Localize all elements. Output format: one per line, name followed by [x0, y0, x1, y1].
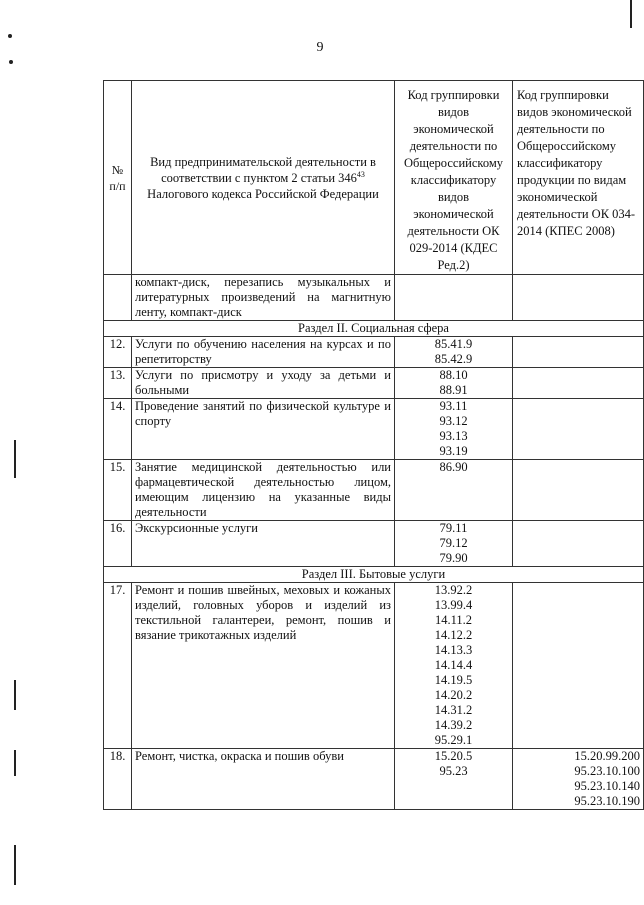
row-kdes-codes	[395, 521, 513, 567]
activity-code-table	[103, 80, 644, 810]
kdes-code: 93.12	[439, 414, 468, 428]
scan-mark-left-2	[14, 680, 16, 710]
scan-dot-top	[8, 34, 12, 38]
kdes-code: 14.12.2	[434, 628, 473, 642]
kdes-code: 93.13	[439, 429, 468, 443]
continuation-kpes	[513, 275, 644, 321]
table-row	[104, 399, 644, 460]
header-activity-text: Вид предпринимательской деятельности в соответствии с пунктом 2 статьи 346	[150, 154, 376, 185]
kdes-code: 88.10	[439, 368, 468, 382]
section-2-row	[104, 321, 644, 337]
row-number: 14.	[104, 399, 132, 460]
row-activity: Услуги по присмотру и уходу за детьми и больными	[132, 368, 395, 399]
row-activity: Экскурсионные услуги	[132, 521, 395, 567]
table-wrapper	[103, 80, 640, 816]
kdes-code: 88.91	[439, 383, 468, 397]
row-activity: Проведение занятий по физической культуре и спорту	[132, 399, 395, 460]
row-kpes-codes	[513, 460, 644, 521]
kdes-code: 95.29.1	[434, 733, 473, 747]
kdes-code: 79.90	[439, 551, 468, 565]
table-row	[104, 583, 644, 749]
kdes-code: 14.39.2	[434, 718, 473, 732]
header-activity-tail: Налогового кодекса Российской Федерации	[147, 186, 379, 201]
scan-mark-right-1	[630, 0, 632, 28]
row-kpes-codes	[513, 521, 644, 567]
kdes-code: 14.13.3	[434, 643, 473, 657]
kdes-code: 85.41.9	[434, 337, 473, 351]
row-kdes-codes	[395, 399, 513, 460]
kpes-code: 95.23.10.190	[574, 794, 640, 808]
row-kpes-codes	[513, 337, 644, 368]
scan-mark-left-3	[14, 750, 16, 776]
row-number: 15.	[104, 460, 132, 521]
section-3-row	[104, 567, 644, 583]
header-activity	[132, 81, 395, 275]
kdes-code: 14.19.5	[434, 673, 473, 687]
header-num: № п/п	[104, 81, 132, 275]
kdes-code: 14.31.2	[434, 703, 473, 717]
kpes-code: 15.20.99.200	[574, 749, 640, 763]
kdes-code: 93.11	[439, 399, 468, 413]
kdes-code: 13.92.2	[434, 583, 473, 597]
row-activity: Ремонт и пошив швейных, меховых и кожаных изделий, головных уборов и изделий из текстильной галантереи, ремонт, пошив и вязание трикотажных изделий	[132, 583, 395, 749]
row-activity: Ремонт, чистка, окраска и пошив обуви	[132, 749, 395, 810]
kdes-code: 93.19	[439, 444, 468, 458]
section-2-title: Раздел II. Социальная сфера	[104, 321, 644, 337]
row-number: 13.	[104, 368, 132, 399]
scan-mark-left-1	[14, 440, 16, 478]
table-row	[104, 460, 644, 521]
row-activity: Занятие медицинской деятельностью или фармацевтической деятельностью лицом, имеющим лицензию на указанные виды деятельности	[132, 460, 395, 521]
row-number: 18.	[104, 749, 132, 810]
header-activity-footnote: 43	[356, 169, 365, 179]
row-number: 12.	[104, 337, 132, 368]
row-kpes-codes	[513, 749, 644, 810]
row-kdes-codes	[395, 749, 513, 810]
continuation-num	[104, 275, 132, 321]
scan-dot-second	[9, 60, 13, 64]
row-kdes-codes	[395, 368, 513, 399]
kdes-code: 15.20.5	[434, 749, 473, 763]
continuation-kdes	[395, 275, 513, 321]
header-kdes: Код группировки видов экономической деятельности по Общероссийскому классификатору видов экономической деятельности ОК 029-2014 (КДЕС Ред.2)	[395, 81, 513, 275]
row-kpes-codes	[513, 399, 644, 460]
row-kdes-codes	[395, 337, 513, 368]
kdes-code: 79.12	[439, 536, 468, 550]
kdes-code: 95.23	[439, 764, 468, 778]
table-row	[104, 337, 644, 368]
page-number: 9	[316, 40, 324, 55]
row-kpes-codes	[513, 583, 644, 749]
section-3-title: Раздел III. Бытовые услуги	[104, 567, 644, 583]
kpes-code: 95.23.10.100	[574, 764, 640, 778]
row-kpes-codes	[513, 368, 644, 399]
table-row	[104, 521, 644, 567]
kpes-code: 95.23.10.140	[574, 779, 640, 793]
kdes-code: 86.90	[439, 460, 468, 474]
row-number: 17.	[104, 583, 132, 749]
continuation-desc: компакт-диск, перезапись музыкальных и литературных произведений на магнитную ленту, компакт-диск	[132, 275, 395, 321]
continuation-row	[104, 275, 644, 321]
table-row	[104, 368, 644, 399]
kdes-code: 79.11	[439, 521, 468, 535]
kdes-code: 14.20.2	[434, 688, 473, 702]
table-header-row	[104, 81, 644, 275]
table-row	[104, 749, 644, 810]
scan-mark-left-4	[14, 845, 16, 885]
row-kdes-codes	[395, 583, 513, 749]
kdes-code: 14.11.2	[434, 613, 473, 627]
row-activity: Услуги по обучению населения на курсах и по репетиторству	[132, 337, 395, 368]
kdes-code: 85.42.9	[434, 352, 473, 366]
header-kpes: Код группировки видов экономической деятельности по Общероссийскому классификатору продукции по видам экономической деятельности ОК 034-2014 (КПЕС 2008)	[513, 81, 644, 275]
kdes-code: 14.14.4	[434, 658, 473, 672]
row-number: 16.	[104, 521, 132, 567]
row-kdes-codes	[395, 460, 513, 521]
kdes-code: 13.99.4	[434, 598, 473, 612]
